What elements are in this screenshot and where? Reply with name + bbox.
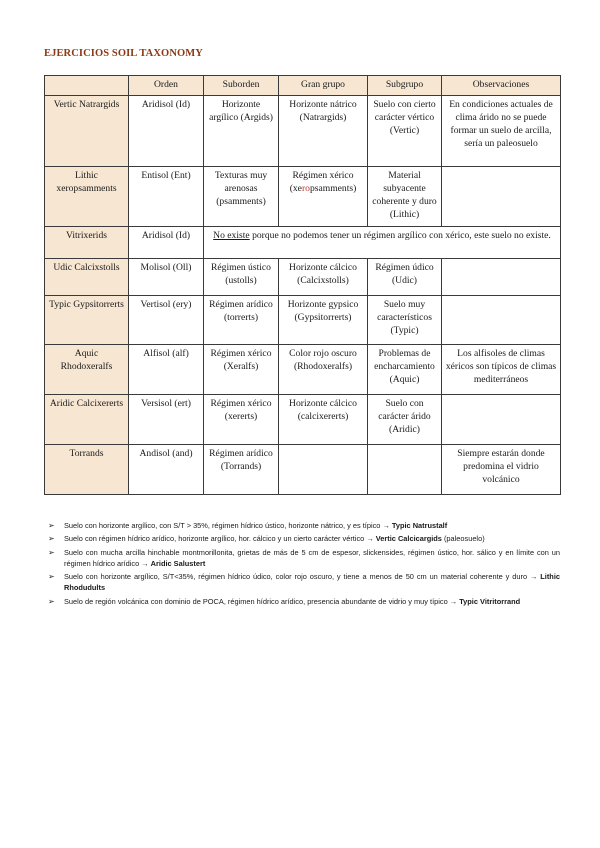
observaciones-cell: En condiciones actuales de clima árido no se puede formar un suelo de arcilla, sería un paleosuelo bbox=[442, 96, 561, 167]
list-item bbox=[48, 571, 560, 594]
suborden-cell: Régimen ústico (ustolls) bbox=[204, 259, 279, 296]
gran-grupo-cell: Horizonte cálcico (Calcixstolls) bbox=[279, 259, 368, 296]
arrow-bullet-icon: ➢ bbox=[48, 534, 55, 544]
row-header-cell: Aridic Calcixererts bbox=[45, 395, 129, 445]
table-header-row bbox=[45, 76, 561, 96]
observaciones-cell: Siempre estarán donde predomina el vidrio volcánico bbox=[442, 445, 561, 495]
arrow-bullet-icon: ➢ bbox=[48, 521, 55, 530]
arrow-bullet-icon: ➢ bbox=[48, 547, 55, 557]
gran-grupo-highlight: ro bbox=[301, 182, 310, 194]
exercise-text: Suelo de región volcánica con dominio de POCA, régimen hídrico arídico, presencia abundante de vidrio y muy típico → bbox=[64, 596, 460, 606]
table-row bbox=[45, 445, 561, 495]
exercise-text: Suelo con régimen hídrico arídico, horizonte argílico, hor. cálcico y un cierto carácter vértico → bbox=[64, 534, 376, 544]
row-header-cell: Vertic Natrargids bbox=[45, 96, 129, 167]
header-cell-empty bbox=[45, 76, 129, 96]
orden-cell: Molisol (Oll) bbox=[129, 259, 204, 296]
orden-cell: Entisol (Ent) bbox=[129, 167, 204, 227]
exercise-text: Suelo con horizonte argílico, S/T<35%, régimen hídrico údico, color rojo oscuro, y tiene a menos de 50 cm un material coherente y duro → bbox=[64, 572, 541, 581]
exercise-text: Suelo con mucha arcilla hinchable montmorillonita, grietas de más de 5 cm de espesor, slickensides, régimen ústico, hor. sálico y en límite con un régimen hídrico arídico → bbox=[64, 547, 560, 568]
exercise-text: Suelo con horizonte argílico, con S/T > 35%, régimen hídrico ústico, horizonte nátrico, y es típico → bbox=[64, 521, 392, 530]
merged-note-cell bbox=[204, 227, 561, 259]
gran-grupo-cell: Horizonte nátrico (Natrargids) bbox=[279, 96, 368, 167]
orden-cell: Aridisol (Id) bbox=[129, 96, 204, 167]
row-header-cell: Udic Calcixstolls bbox=[45, 259, 129, 296]
page-title: EJERCICIOS SOIL TAXONOMY bbox=[44, 48, 203, 59]
list-item bbox=[48, 596, 560, 607]
header-cell-orden: Orden bbox=[129, 76, 204, 96]
table-row bbox=[45, 96, 561, 167]
orden-cell: Alfisol (alf) bbox=[129, 345, 204, 395]
suborden-cell: Texturas muy arenosas (psamments) bbox=[204, 167, 279, 227]
orden-cell: Vertisol (ery) bbox=[129, 296, 204, 345]
subgrupo-cell: Suelo con cierto carácter vértico (Vertic) bbox=[368, 96, 442, 167]
exercise-list bbox=[48, 520, 560, 609]
subgrupo-cell: Suelo con carácter árido (Aridic) bbox=[368, 395, 442, 445]
observaciones-cell bbox=[442, 296, 561, 345]
table-row bbox=[45, 227, 561, 259]
subgrupo-cell: Problemas de encharcamiento (Aquic) bbox=[368, 345, 442, 395]
exercise-answer: Lithic Rhodudults bbox=[64, 572, 560, 593]
header-cell-subgrupo: Subgrupo bbox=[368, 76, 442, 96]
merged-note-text: porque no podemos tener un régimen argílico con xérico, este suelo no existe. bbox=[249, 230, 551, 241]
exercise-tail: (paleosuelo) bbox=[441, 534, 485, 544]
suborden-cell: Régimen arídico (Torrands) bbox=[204, 445, 279, 495]
exercise-answer: Typic Natrustalf bbox=[391, 521, 448, 530]
soil-taxonomy-table bbox=[44, 75, 561, 495]
table-row bbox=[45, 296, 561, 345]
table-row bbox=[45, 259, 561, 296]
gran-grupo-cell: Horizonte cálcico (calcixererts) bbox=[279, 395, 368, 445]
list-item bbox=[48, 533, 560, 544]
row-header-cell: Torrands bbox=[45, 445, 129, 495]
row-header-cell: Aquic Rhodoxeralfs bbox=[45, 345, 129, 395]
exercise-answer: Vertic Calcicargids bbox=[375, 534, 442, 544]
observaciones-cell: Los alfisoles de climas xéricos son típicos de climas mediterráneos bbox=[442, 345, 561, 395]
gran-grupo-text: Régimen xérico (xe bbox=[289, 170, 354, 194]
gran-grupo-cell: Horizonte gypsico (Gypsitorrerts) bbox=[279, 296, 368, 345]
exercise-answer: Typic Vitritorrand bbox=[459, 596, 521, 606]
orden-cell: Versisol (ert) bbox=[129, 395, 204, 445]
subgrupo-cell: Material subyacente coherente y duro (Lithic) bbox=[368, 167, 442, 227]
table-row bbox=[45, 345, 561, 395]
arrow-bullet-icon: ➢ bbox=[48, 596, 55, 606]
header-cell-gran-grupo: Gran grupo bbox=[279, 76, 368, 96]
orden-cell: Andisol (and) bbox=[129, 445, 204, 495]
row-header-cell: Lithic xeropsamments bbox=[45, 167, 129, 227]
subgrupo-cell: Régimen údico (Udic) bbox=[368, 259, 442, 296]
exercise-answer: Aridic Salustert bbox=[150, 558, 206, 568]
row-header-cell: Typic Gypsitorrerts bbox=[45, 296, 129, 345]
observaciones-cell bbox=[442, 395, 561, 445]
observaciones-cell bbox=[442, 259, 561, 296]
no-existe-text: No existe bbox=[213, 230, 250, 241]
subgrupo-cell: Suelo muy característicos (Typic) bbox=[368, 296, 442, 345]
header-cell-observaciones: Observaciones bbox=[442, 76, 561, 96]
row-header-cell: Vitrixerids bbox=[45, 227, 129, 259]
suborden-cell: Horizonte argílico (Argids) bbox=[204, 96, 279, 167]
suborden-cell: Régimen xérico (Xeralfs) bbox=[204, 345, 279, 395]
observaciones-cell bbox=[442, 167, 561, 227]
suborden-cell: Régimen arídico (torrerts) bbox=[204, 296, 279, 345]
table-row bbox=[45, 167, 561, 227]
list-item bbox=[48, 547, 560, 570]
arrow-bullet-icon: ➢ bbox=[48, 572, 55, 581]
header-cell-suborden: Suborden bbox=[204, 76, 279, 96]
suborden-cell: Régimen xérico (xererts) bbox=[204, 395, 279, 445]
gran-grupo-cell: Color rojo oscuro (Rhodoxeralfs) bbox=[279, 345, 368, 395]
gran-grupo-cell bbox=[279, 167, 368, 227]
gran-grupo-text: psamments) bbox=[309, 182, 357, 194]
subgrupo-cell bbox=[368, 445, 442, 495]
orden-cell: Aridisol (Id) bbox=[129, 227, 204, 259]
table-row bbox=[45, 395, 561, 445]
list-item bbox=[48, 520, 560, 531]
gran-grupo-cell bbox=[279, 445, 368, 495]
